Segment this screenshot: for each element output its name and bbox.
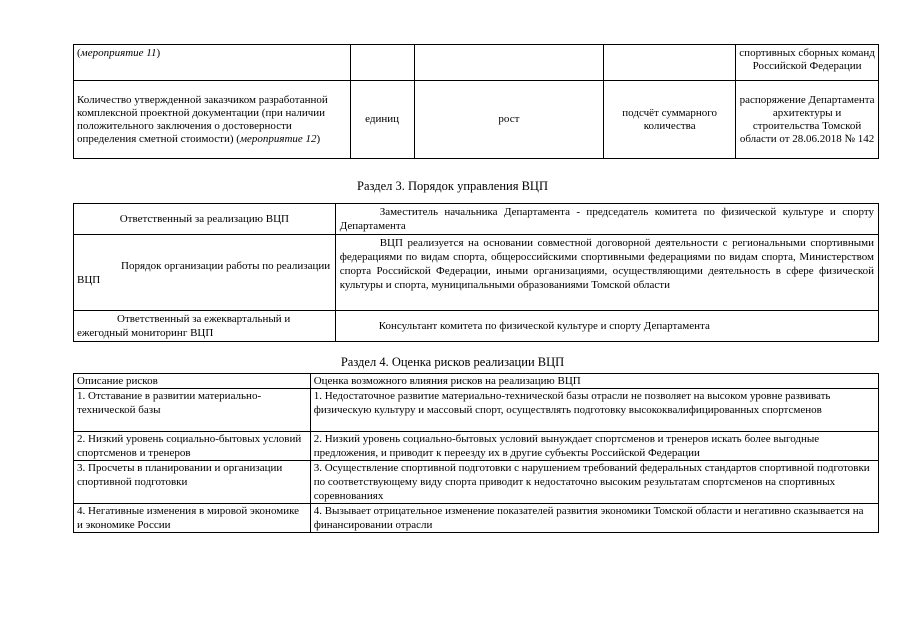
indicator-text: Количество утвержденной заказчиком разработанной комплексной проектной документации (при наличии положительного заключения о достоверности определения сметной стоимости) — [77, 93, 328, 145]
table-row — [74, 504, 879, 533]
risk-cell: 1. Отставание в развитии материально-технической базы — [74, 389, 311, 432]
row-value: ВЦП реализуется на основании совместной договорной деятельности с региональными спортивными федерациями по видам спорта, общероссийскими спортивными федерациями по видам спорта, Министерством спорта Российской Федерации, иными организациями, осуществляющими деятельность в сфере физической культуры и спорта, муниципальными образованиями Томской области — [335, 235, 878, 311]
row-label: Порядок организации работы по реализации ВЦП — [74, 235, 336, 311]
risks-table — [73, 373, 879, 533]
row-label: Ответственный за реализацию ВЦП — [74, 204, 336, 235]
impact-cell: 4. Вызывает отрицательное изменение показателей развития экономики Томской области и негативно сказывается на финансировании отрасли — [310, 504, 878, 533]
management-table — [73, 203, 879, 342]
table-row — [74, 461, 879, 504]
row-value: Заместитель начальника Департамента - председатель комитета по физической культуре и спорту Департамента — [335, 204, 878, 235]
header-impact: Оценка возможного влияния рисков на реализацию ВЦП — [310, 374, 878, 389]
trend-cell: рост — [414, 81, 604, 159]
method-cell: подсчёт суммарного количества — [604, 81, 736, 159]
indicator-cell: Количество утвержденной заказчиком разработанной комплексной проектной документации (при наличии положительного заключения о достоверности определения сметной стоимости) (мероприятие 12) — [74, 81, 351, 159]
impact-cell: 3. Осуществление спортивной подготовки с нарушением требований федеральных стандартов спортивной подготовки по соответствующему виду спорта приводит к недостаточно высоким результатам спортсменов на спортивных соревнованиях — [310, 461, 878, 504]
section-4-title: Раздел 4. Оценка рисков реализации ВЦП — [340, 355, 565, 369]
table-row — [74, 204, 879, 235]
risk-cell: 4. Негативные изменения в мировой экономике и экономике России — [74, 504, 311, 533]
header-risk: Описание рисков — [74, 374, 311, 389]
indicators-table — [73, 44, 879, 159]
table-row — [74, 45, 879, 81]
risk-cell: 2. Низкий уровень социально-бытовых условий спортсменов и тренеров — [74, 432, 311, 461]
table-row — [74, 389, 879, 432]
source-cell: распоряжение Департамента архитектуры и строительства Томской области от 28.06.2018 № 142 — [736, 81, 879, 159]
table-row — [74, 81, 879, 159]
unit-cell: единиц — [350, 81, 414, 159]
row-value: Консультант комитета по физической культуре и спорту Департамента — [335, 311, 878, 342]
table-row — [74, 432, 879, 461]
section-3-title: Раздел 3. Порядок управления ВЦП — [357, 179, 548, 193]
table-row — [74, 311, 879, 342]
source-cell: спортивных сборных команд Российской Федерации — [736, 45, 879, 81]
method-cell — [604, 45, 736, 81]
risk-cell: 3. Просчеты в планировании и организации спортивной подготовки — [74, 461, 311, 504]
activity-ref: мероприятие 12 — [239, 132, 317, 145]
activity-ref: мероприятие 11 — [80, 47, 157, 59]
unit-cell — [350, 45, 414, 81]
indicator-cell: (мероприятие 11) — [74, 45, 351, 81]
impact-cell: 1. Недостаточное развитие материально-технической базы отрасли не позволяет на высоком уровне развивать физическую культуру и массовый спорт, осуществлять подготовку высококвалифицированных спортсменов — [310, 389, 878, 432]
trend-cell — [414, 45, 604, 81]
row-label: Ответственный за ежеквартальный и ежегодный мониторинг ВЦП — [74, 311, 336, 342]
impact-cell: 2. Низкий уровень социально-бытовых условий вынуждает спортсменов и тренеров искать более выгодные предложения, и приводит к переезду их в другие субъекты Российской Федерации — [310, 432, 878, 461]
table-header-row — [74, 374, 879, 389]
table-row — [74, 235, 879, 311]
